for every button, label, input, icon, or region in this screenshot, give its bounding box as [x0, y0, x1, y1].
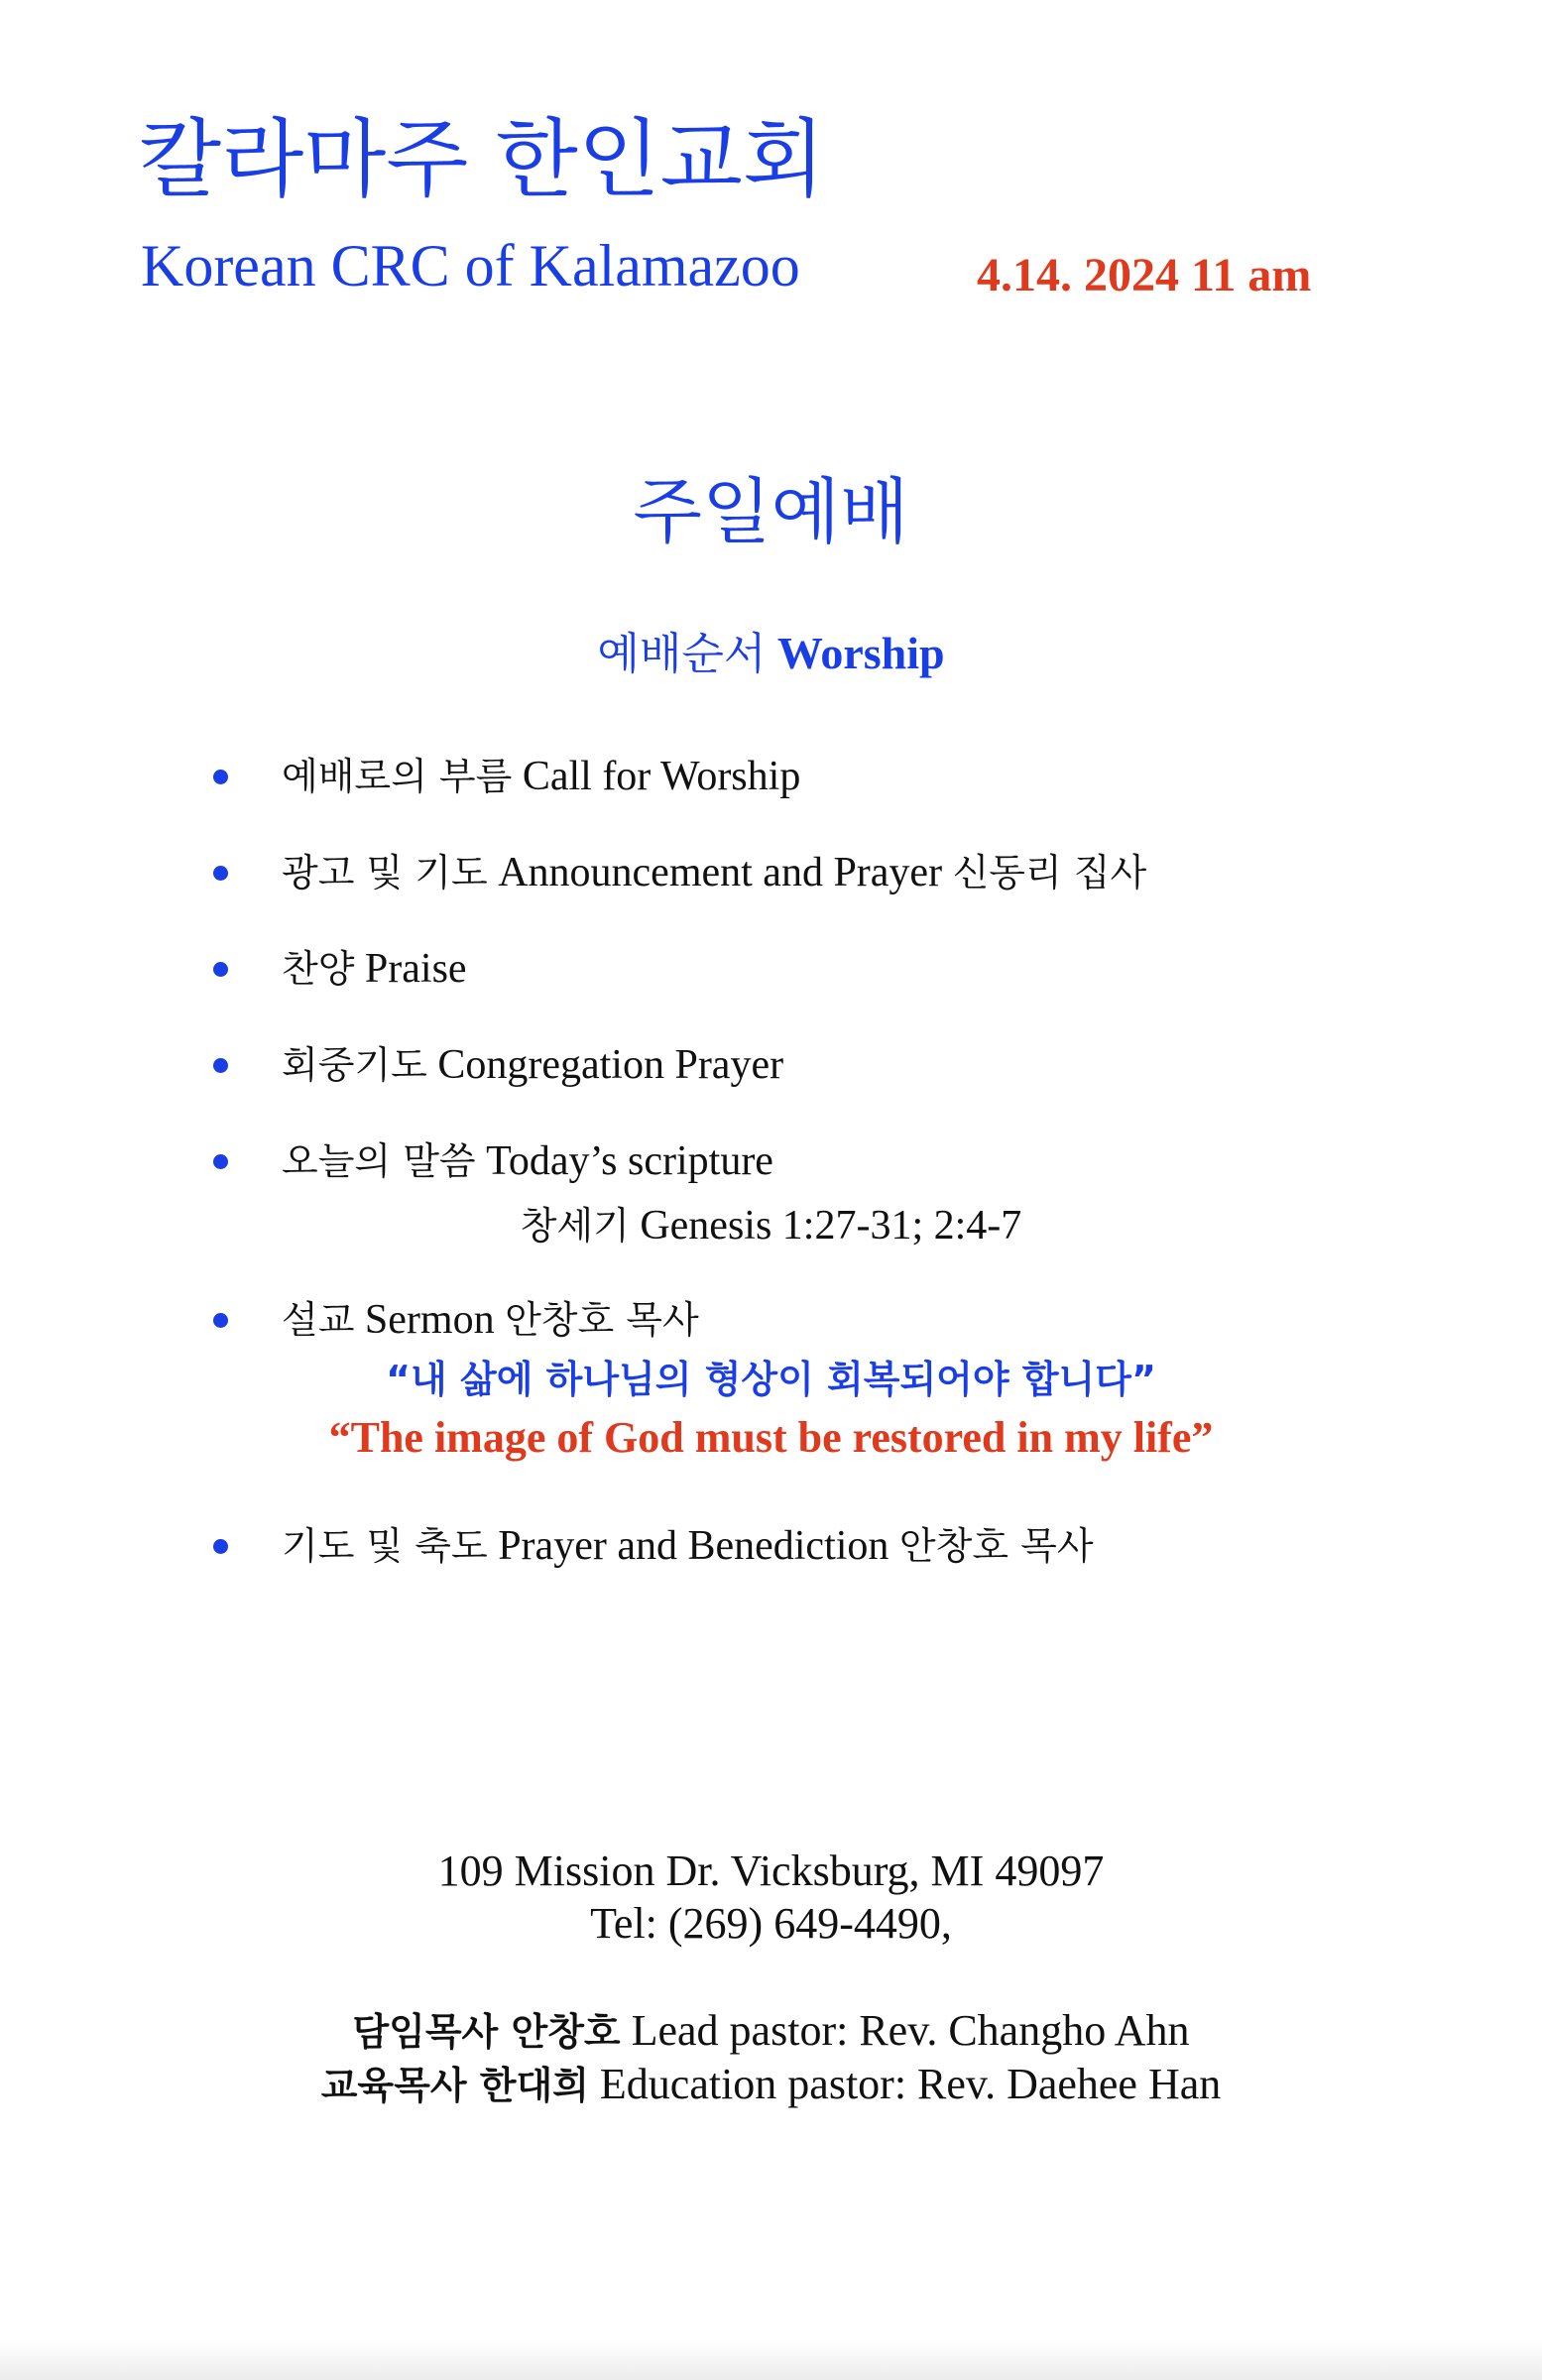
bullet-icon: [213, 1313, 228, 1328]
education-pastor-korean: 교육목사 한대희: [320, 2064, 589, 2107]
bullet-icon: [213, 1539, 228, 1554]
item-label-korean: 예배로의 부름: [282, 755, 513, 798]
item-label-english: Prayer and Benediction: [498, 1523, 890, 1569]
scripture-korean: 창세기: [520, 1204, 630, 1248]
item-person: 안창호 목사: [898, 1524, 1094, 1568]
item-label-english: Sermon: [364, 1297, 495, 1343]
bullet-icon: [213, 1154, 228, 1169]
church-phone: Tel: (269) 649-4490,: [590, 1899, 952, 1948]
list-item-sermon: [282, 1299, 699, 1341]
page-bottom-shadow: [0, 2340, 1542, 2380]
item-label-korean: 설교: [282, 1298, 355, 1342]
item-label-korean: 광고 및 기도: [282, 851, 488, 894]
item-label-korean: 기도 및 축도: [282, 1524, 488, 1568]
lead-pastor: [0, 2006, 1542, 2055]
item-label-korean: 찬양: [282, 947, 355, 991]
sermon-title-english: “The image of God must be restored in my life”: [328, 1413, 1214, 1462]
item-label-english: Praise: [364, 946, 467, 992]
sermon-title-korean: “내 삶에 하나님의 형상이 회복되어야 합니다”: [386, 1358, 1156, 1401]
list-item-announcement: [282, 852, 1146, 893]
list-item-call-for-worship: [282, 756, 800, 797]
item-person: 안창호 목사: [505, 1298, 699, 1342]
church-name-english: Korean CRC of Kalamazoo: [141, 233, 800, 298]
item-label-english: Today’s scripture: [486, 1138, 773, 1184]
bullet-icon: [213, 1058, 228, 1073]
lead-pastor-korean: 담임목사 안창호: [352, 2010, 621, 2054]
service-date: 4.14. 2024 11 am: [977, 249, 1312, 301]
church-name-korean: 칼라마주 한인교회: [139, 110, 825, 209]
bullet-icon: [213, 962, 228, 977]
item-person: 신동리 집사: [952, 851, 1147, 894]
list-item-congregation-prayer: [282, 1044, 783, 1086]
education-pastor: [0, 2060, 1542, 2108]
service-title: 주일예배: [633, 470, 909, 553]
order-of-worship-heading: [0, 628, 1542, 679]
order-heading-korean: 예배순서: [597, 629, 767, 679]
item-label-english: Congregation Prayer: [437, 1042, 784, 1088]
bullet-icon: [213, 866, 228, 881]
item-label-english: Announcement and Prayer: [498, 850, 943, 895]
scripture-reference: [0, 1205, 1542, 1247]
item-label-korean: 오늘의 말씀: [282, 1139, 476, 1183]
list-item-praise: [282, 948, 467, 990]
item-label-korean: 회중기도: [282, 1043, 427, 1087]
bullet-icon: [213, 770, 228, 784]
list-item-benediction: [282, 1525, 1094, 1567]
order-heading-english: Worship: [776, 628, 945, 678]
lead-pastor-english: Lead pastor: Rev. Changho Ahn: [631, 2006, 1190, 2055]
scripture-english: Genesis 1:27-31; 2:4-7: [640, 1203, 1022, 1249]
list-item-scripture: [282, 1140, 773, 1182]
church-address: 109 Mission Dr. Vicksburg, MI 49097: [437, 1846, 1105, 1895]
education-pastor-english: Education pastor: Rev. Daehee Han: [599, 2060, 1222, 2108]
item-label-english: Call for Worship: [522, 754, 801, 799]
